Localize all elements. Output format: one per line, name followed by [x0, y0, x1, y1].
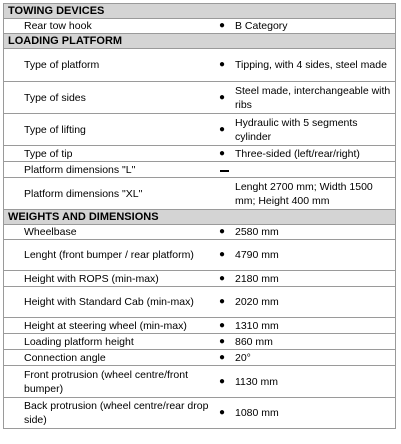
section-header-towing-devices: TOWING DEVICES [4, 4, 395, 19]
spec-value-cell [219, 225, 395, 239]
spec-label: Platform dimensions "XL" [24, 187, 143, 200]
spec-value-cell [219, 114, 395, 145]
spec-value: 1130 mm [235, 375, 278, 388]
spec-value-cell [219, 366, 395, 397]
bullet-icon: ● [219, 351, 226, 363]
spec-value-cell [219, 178, 395, 209]
section-header-weights-and-dimensions: WEIGHTS AND DIMENSIONS [4, 210, 395, 225]
section-header-loading-platform: LOADING PLATFORM [4, 34, 395, 49]
spec-value-cell [219, 271, 395, 286]
spec-value-cell [219, 146, 395, 161]
bullet-icon: ● [219, 226, 226, 237]
spec-value: 2020 mm [235, 296, 279, 308]
spec-label: Type of platform [24, 59, 100, 71]
spec-row-height-at-steering-wheel [4, 318, 395, 334]
spec-label: Height at steering wheel (min-max) [24, 319, 187, 332]
spec-value: Tipping, with 4 sides, steel made [235, 59, 387, 71]
spec-value: 860 mm [235, 335, 273, 348]
bullet-icon: ● [219, 296, 226, 307]
spec-value: 1080 mm [235, 407, 279, 419]
spec-row-platform-dimensions-l [4, 162, 395, 178]
spec-value-cell [219, 162, 395, 177]
spec-label: Front protrusion (wheel centre/front bumper) [24, 368, 188, 395]
spec-row-type-of-lifting [4, 114, 395, 146]
spec-value: Steel made, interchangeable with ribs [235, 84, 391, 111]
spec-row-type-of-sides [4, 82, 395, 114]
bullet-icon: ● [219, 91, 226, 103]
spec-row-connection-angle [4, 350, 395, 366]
spec-value: 2180 mm [235, 272, 279, 285]
spec-value-cell [219, 318, 395, 333]
bullet-icon: ● [219, 59, 226, 70]
spec-label: Connection angle [24, 351, 106, 364]
bullet-icon: ● [219, 272, 226, 284]
spec-value: B Category [235, 20, 288, 32]
spec-table [3, 3, 396, 429]
spec-label: Rear tow hook [24, 20, 92, 32]
spec-row-length [4, 240, 395, 271]
dash-icon [219, 163, 235, 177]
spec-value-cell [219, 240, 395, 270]
spec-row-type-of-platform [4, 49, 395, 82]
spec-label: Type of lifting [24, 123, 86, 136]
spec-value-cell [219, 19, 395, 33]
bullet-icon: ● [219, 20, 226, 31]
spec-value: Lenght 2700 mm; Width 1500 mm; Height 400 mm [235, 180, 373, 207]
bullet-icon: ● [219, 123, 226, 135]
bullet-icon: ● [219, 319, 226, 331]
spec-value-cell [219, 350, 395, 365]
spec-value: 20° [235, 351, 251, 364]
bullet-icon: ● [219, 249, 226, 260]
spec-value: 1310 mm [235, 319, 279, 332]
spec-row-back-protrusion [4, 398, 395, 429]
spec-label: Height with Standard Cab (min-max) [24, 296, 194, 308]
bullet-icon: ● [219, 375, 226, 387]
spec-label: Wheelbase [24, 226, 77, 238]
spec-value-cell [219, 287, 395, 317]
spec-value: Hydraulic with 5 segments cylinder [235, 116, 358, 143]
spec-row-wheelbase [4, 225, 395, 240]
spec-label: Lenght (front bumper / rear platform) [24, 249, 194, 261]
spec-row-height-with-standard-cab [4, 287, 395, 318]
spec-label: Height with ROPS (min-max) [24, 272, 159, 285]
spec-value-cell [219, 334, 395, 349]
spec-label: Platform dimensions "L" [24, 163, 136, 176]
spec-row-type-of-tip [4, 146, 395, 162]
spec-row-loading-platform-height [4, 334, 395, 350]
spec-value-cell [219, 82, 395, 113]
spec-label: Back protrusion (wheel centre/rear drop side) [24, 400, 209, 426]
spec-value-cell [219, 398, 395, 428]
spec-label: Loading platform height [24, 335, 134, 348]
spec-row-height-with-rops [4, 271, 395, 287]
spec-row-front-protrusion [4, 366, 395, 398]
bullet-icon: ● [219, 335, 226, 347]
spec-value: Three-sided (left/rear/right) [235, 147, 360, 160]
spec-label: Type of sides [24, 91, 86, 104]
bullet-icon: ● [219, 407, 226, 418]
spec-row-rear-tow-hook [4, 19, 395, 34]
spec-value: 2580 mm [235, 226, 279, 238]
spec-label: Type of tip [24, 147, 73, 160]
spec-value: 4790 mm [235, 249, 279, 261]
spec-value-cell [219, 49, 395, 81]
spec-row-platform-dimensions-xl [4, 178, 395, 210]
bullet-icon: ● [219, 147, 226, 159]
